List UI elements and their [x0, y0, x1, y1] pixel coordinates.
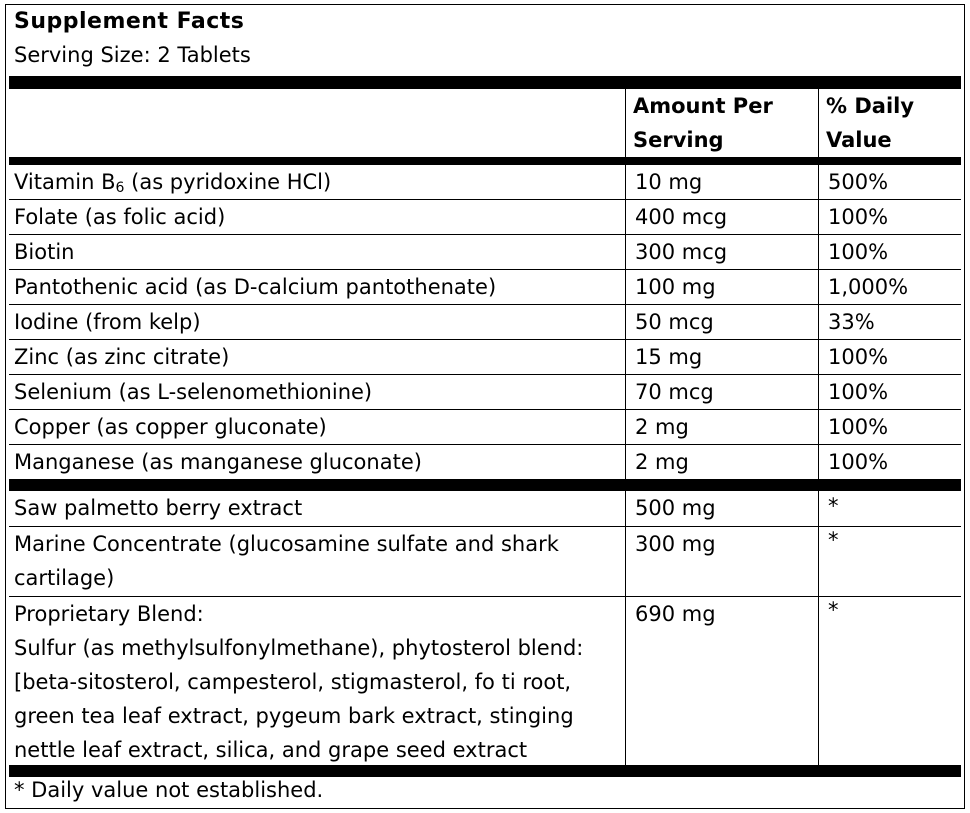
col-divider: [818, 410, 819, 445]
ingredient-row: [9, 527, 961, 597]
col-divider: [818, 305, 819, 340]
nutrient-amount: 15 mg: [635, 345, 703, 369]
col-divider: [818, 165, 819, 200]
blend-line: green tea leaf extract, pygeum bark extract, stinging: [14, 704, 574, 728]
serving-size: Serving Size: 2 Tablets: [14, 43, 251, 67]
col-divider: [625, 527, 626, 597]
nutrient-dv: 100%: [828, 450, 889, 474]
col-divider: [818, 445, 819, 479]
nutrient-row: [9, 235, 961, 270]
col-divider: [625, 340, 626, 375]
nutrient-name: Pantothenic acid (as D-calcium pantothenate): [14, 275, 497, 299]
dv-header-line1: % Daily: [826, 94, 915, 118]
col-divider: [625, 165, 626, 200]
nutrient-name: Vitamin $B_6$ (as pyridoxine HCl): [14, 170, 332, 196]
nutrient-name: Copper (as copper gluconate): [14, 415, 327, 439]
col-divider: [625, 270, 626, 305]
dv-header-line2: Value: [826, 128, 892, 152]
col-divider: [818, 200, 819, 235]
nutrient-amount: 300 mcg: [635, 240, 728, 264]
nutrient-dv: 100%: [828, 380, 889, 404]
ingredient-dv: *: [828, 494, 839, 518]
nutrient-row: [9, 375, 961, 410]
thick-divider-bottom: [9, 765, 961, 777]
nutrient-dv: 100%: [828, 240, 889, 264]
blend-line: Proprietary Blend:: [14, 602, 204, 626]
col-divider: [625, 200, 626, 235]
col-divider: [625, 491, 626, 527]
blend-row: [9, 597, 961, 767]
nutrient-dv: 100%: [828, 345, 889, 369]
thick-divider-header: [9, 157, 961, 165]
nutrient-row: [9, 165, 961, 200]
blend-dv: *: [828, 598, 839, 622]
nutrient-name: Zinc (as zinc citrate): [14, 345, 230, 369]
nutrient-name: Folate (as folic acid): [14, 205, 226, 229]
col-divider: [625, 305, 626, 340]
nutrient-dv: 100%: [828, 415, 889, 439]
col-divider: [818, 235, 819, 270]
col-divider: [625, 410, 626, 445]
col-divider: [818, 375, 819, 410]
ingredient-name-line1: Marine Concentrate (glucosamine sulfate and shark: [14, 532, 559, 556]
blend-amount: 690 mg: [635, 602, 716, 626]
ingredient-name-line2: cartilage): [14, 566, 115, 590]
col-divider: [818, 491, 819, 527]
ingredient-dv: *: [828, 528, 839, 552]
panel-title: Supplement Facts: [14, 9, 245, 34]
nutrient-amount: 100 mg: [635, 275, 716, 299]
nutrient-row: [9, 200, 961, 235]
nutrient-dv: 1,000%: [828, 275, 909, 299]
nutrient-name: Iodine (from kelp): [14, 310, 201, 334]
ingredient-name: Saw palmetto berry extract: [14, 496, 303, 520]
blend-line: Sulfur (as methylsulfonylmethane), phytosterol blend:: [14, 636, 584, 660]
footnote: * Daily value not established.: [14, 778, 324, 802]
nutrient-row: [9, 270, 961, 305]
nutrient-name: Biotin: [14, 240, 75, 264]
nutrient-amount: 2 mg: [635, 415, 689, 439]
nutrient-dv: 500%: [828, 170, 889, 194]
header-divider-1: [625, 89, 626, 159]
thick-divider-middle: [9, 479, 961, 491]
col-divider: [625, 235, 626, 270]
nutrient-row: [9, 340, 961, 375]
col-divider: [625, 375, 626, 410]
ingredient-amount: 300 mg: [635, 532, 716, 556]
thick-divider-top: [9, 76, 961, 89]
nutrient-amount: 400 mcg: [635, 205, 728, 229]
nutrient-dv: 33%: [828, 310, 875, 334]
nutrient-name: Selenium (as L-selenomethionine): [14, 380, 373, 404]
nutrient-name: Manganese (as manganese gluconate): [14, 450, 422, 474]
col-divider: [818, 527, 819, 597]
header-divider-2: [818, 89, 819, 159]
amount-header-line2: Serving: [633, 128, 724, 152]
nutrient-amount: 2 mg: [635, 450, 689, 474]
nutrient-amount: 10 mg: [635, 170, 703, 194]
nutrient-amount: 50 mcg: [635, 310, 714, 334]
amount-header-line1: Amount Per: [633, 94, 773, 118]
ingredient-amount: 500 mg: [635, 496, 716, 520]
col-divider: [625, 597, 626, 767]
col-divider: [818, 597, 819, 767]
ingredient-row: [9, 491, 961, 527]
nutrient-row: [9, 445, 961, 479]
col-divider: [625, 445, 626, 479]
col-divider: [818, 340, 819, 375]
blend-line: [beta-sitosterol, campesterol, stigmasterol, fo ti root,: [14, 670, 572, 694]
supplement-facts-panel: [5, 4, 965, 809]
nutrient-dv: 100%: [828, 205, 889, 229]
blend-line: nettle leaf extract, silica, and grape seed extract: [14, 738, 528, 762]
col-divider: [818, 270, 819, 305]
nutrient-row: [9, 305, 961, 340]
nutrient-amount: 70 mcg: [635, 380, 714, 404]
nutrient-row: [9, 410, 961, 445]
